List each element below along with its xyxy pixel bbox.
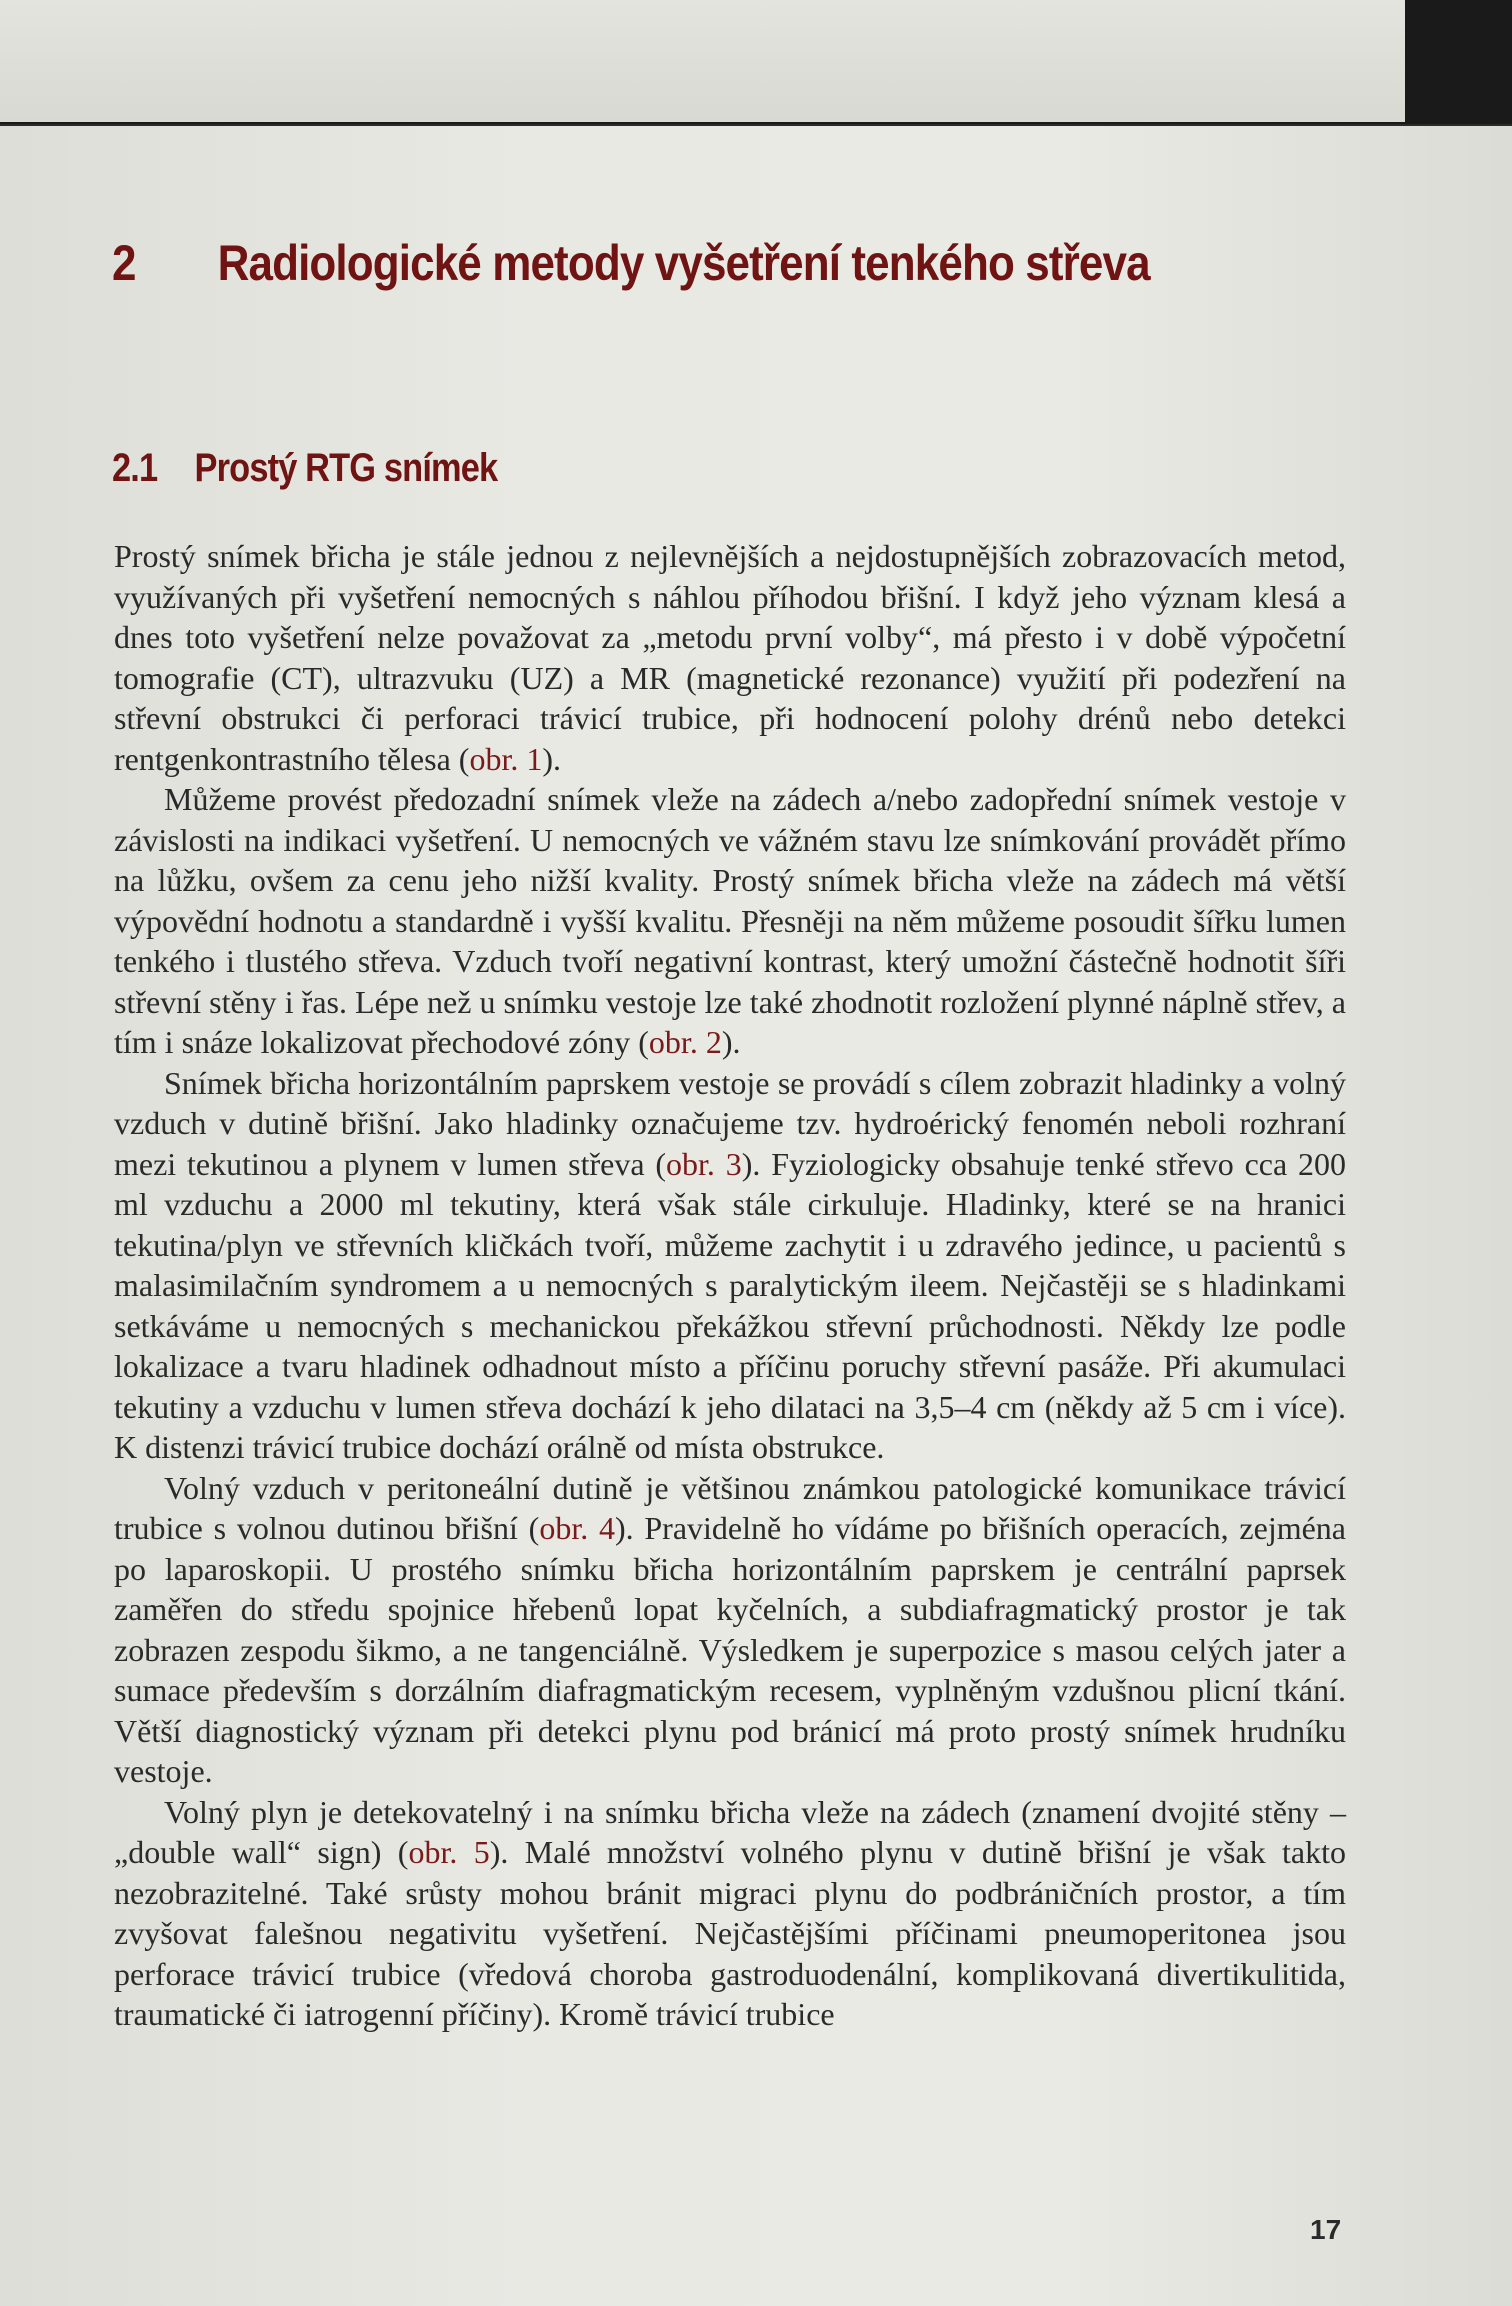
paragraph-text: Volný vzduch v peritoneální dutině je většinou známkou patologické komunikace trávicí trubice s volnou dutinou břišní ( — [114, 1469, 1346, 1546]
section-title-text: Prostý RTG snímek — [194, 446, 498, 490]
paragraph — [114, 779, 1346, 1063]
paragraph-text: Snímek břicha horizontálním paprskem vestoje se provádí s cílem zobrazit hladinky a volný vzduch v dutině břišní. Jako hladinky označujeme tzv. hydroérický fenomén neboli rozhraní mezi tekutinou a plynem v lumen střeva ( — [114, 1064, 1346, 1182]
paragraph-text: Prostý snímek břicha je stále jednou z nejlevnějších a nejdostupnějších zobrazovacích metod, využívaných při vyšetření nemocných s náhlou příhodou břišní. I když jeho význam klesá a dnes toto vyšetření nelze považovat za „metodu první volby“, má přesto i v době výpočetní tomografie (CT), ultrazvuku (UZ) a MR (magnetické rezonance) využití při podezření na střevní obstrukci či perforaci trávicí trubice, při hodnocení polohy drénů nebo detekci rentgenkontrastního tělesa ( — [114, 538, 1346, 777]
paragraph — [114, 1468, 1346, 1792]
paragraph-text: ). — [721, 1024, 741, 1060]
chapter-title-text: Radiologické metody vyšetření tenkého střeva — [217, 235, 1150, 291]
paragraph — [114, 536, 1346, 779]
section-number: 2.1 — [112, 446, 158, 490]
paragraph-text: ). — [542, 740, 561, 777]
paragraph-text: Volný plyn je detekovatelný i na snímku břicha vleže na zádech (znamení dvojité stěny – „double wall“ sign) ( — [114, 1793, 1346, 1870]
chapter-number: 2 — [112, 235, 136, 291]
paragraph-text: ). Malé množství volného plynu v dutině břišní je však takto nezobrazitelné. Také srůsty mohou bránit migraci plynu do podbráničních prostor, a tím zvyšovat falešnou negativitu vyšetření. Nejčastějšími příčinami pneumoperitonea jsou perforace trávicí trubice (vředová choroba gastroduodenální, komplikovaná divertikulitida, traumatické či iatrogenní příčiny). Kromě trávicí trubice — [114, 1834, 1347, 2032]
figure-reference[interactable]: obr. 3 — [666, 1145, 742, 1182]
book-page — [0, 124, 1512, 2306]
figure-reference[interactable]: obr. 4 — [539, 1510, 615, 1546]
paragraph — [114, 1063, 1346, 1468]
paragraph-text: ). Pravidelně ho vídáme po břišních operacích, zejména po laparoskopii. U prostého snímku břicha horizontálním paprskem je centrální paprsek zaměřen do středu spojnice hřebenů lopat kyčelních, a subdiafragmatický prostor je tak zobrazen zespodu šikmo, a ne tangenciálně. Výsledkem je superpozice s masou celých jater a sumace především s dorzálním diafragmatickým recesem, vyplněným vzdušnou plicní tkání. Větší diagnostický význam při detekci plynu pod bránicí má proto prostý snímek hrudníku vestoje. — [114, 1510, 1347, 1789]
figure-reference[interactable]: obr. 2 — [648, 1024, 722, 1060]
page-number: 17 — [1310, 2214, 1342, 2245]
chapter-heading — [112, 234, 1256, 292]
paragraph — [114, 1792, 1346, 2035]
paragraph-text: ). Fyziologicky obsahuje tenké střevo cca 200 ml vzduchu a 2000 ml tekutiny, která však stále cirkuluje. Hladinky, které se na hranici tekutina/plyn ve střevních kličkách tvoří, můžeme zachytit i u zdravého jedince, u pacientů s malasimilačním syndromem a u nemocných s paralytickým ileem. Nejčastěji se s hladinkami setkáváme u nemocných s mechanickou překážkou střevní průchodnosti. Někdy lze podle lokalizace a tvaru hladinek odhadnout místo a příčinu poruchy střevní pasáže. Při akumulaci tekutiny a vzduchu v lumen střeva dochází k jeho dilataci na 3,5–4 cm (někdy až 5 cm i více). K distenzi trávicí trubice dochází orálně od místa obstrukce. — [114, 1145, 1347, 1465]
section-heading — [112, 446, 1230, 491]
figure-reference[interactable]: obr. 1 — [469, 740, 543, 777]
paragraph-text: Můžeme provést předozadní snímek vleže na zádech a/nebo zadopřední snímek vestoje v závislosti na indikaci vyšetření. U nemocných ve vážném stavu lze snímkování provádět přímo na lůžku, ovšem za cenu jeho nižší kvality. Prostý snímek břicha vleže na zádech má větší výpovědní hodnotu a standardně i vyšší kvalitu. Přesněji na něm můžeme posoudit šířku lumen tenkého i tlustého střeva. Vzduch tvoří negativní kontrast, který umožní částečně hodnotit šíři střevní stěny i řas. Lépe než u snímku vestoje lze také zhodnotit rozložení plynné náplně střev, a tím i snáze lokalizovat přechodové zóny ( — [114, 781, 1346, 1060]
figure-reference[interactable]: obr. 5 — [408, 1834, 490, 1870]
body-text — [114, 536, 1346, 2035]
underlying-page — [0, 0, 1405, 122]
